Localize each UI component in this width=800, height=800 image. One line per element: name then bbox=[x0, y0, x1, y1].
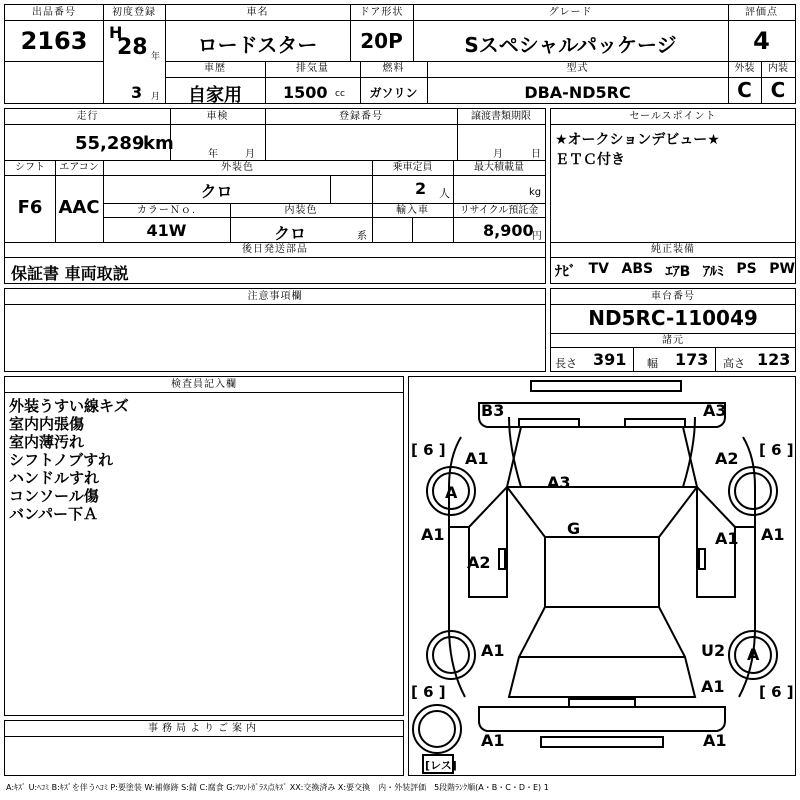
recycle-unit: 円 bbox=[532, 231, 542, 242]
damage-mark: A1 bbox=[481, 641, 505, 660]
header-block bbox=[4, 4, 796, 104]
mileage-unit: km bbox=[143, 133, 174, 154]
inspector-note: 室内内張傷 bbox=[9, 415, 85, 433]
tire-depth-value: 6 bbox=[423, 441, 434, 459]
tire-depth-value: 6 bbox=[771, 683, 782, 701]
inspector-note: シフトノブすれ bbox=[9, 451, 114, 469]
office-label: 事務局よりご案内 bbox=[148, 723, 260, 734]
recycle-value: 8,900 bbox=[483, 221, 534, 240]
inspection-year-unit: 年 bbox=[208, 149, 218, 160]
grade-label: グレード bbox=[548, 7, 593, 18]
inspection-month-unit: 月 bbox=[245, 149, 255, 160]
damage-mark: A bbox=[445, 483, 458, 502]
aircon-label: エアコン bbox=[59, 162, 99, 173]
max-load-unit: kg bbox=[529, 187, 542, 198]
reg-month-unit: 月 bbox=[151, 92, 161, 102]
equipment-item: PW bbox=[769, 261, 795, 277]
displacement-unit: cc bbox=[335, 89, 345, 99]
tire-depth: [ 6 ] bbox=[411, 683, 446, 701]
door-value: 20P bbox=[360, 29, 403, 53]
history-label: 車歴 bbox=[204, 63, 226, 74]
length-label: 長さ bbox=[555, 357, 577, 370]
reg-no-label: 登録番号 bbox=[339, 111, 383, 122]
transfer-month-unit: 月 bbox=[493, 149, 503, 160]
damage-mark: A1 bbox=[701, 677, 725, 696]
notes-label: 注意事項欄 bbox=[247, 291, 303, 302]
inspector-note: バンパー下Ａ bbox=[9, 505, 98, 523]
chassis-block bbox=[550, 288, 796, 372]
selling-points-block bbox=[550, 108, 796, 284]
damage-mark: A1 bbox=[715, 529, 739, 548]
equipment-item: ﾅﾋﾞ bbox=[555, 264, 576, 280]
inspector-note: 室内薄汚れ bbox=[9, 433, 85, 451]
ext-color-value: クロ bbox=[200, 182, 233, 201]
inspector-block bbox=[4, 376, 404, 716]
mileage-label: 走行 bbox=[76, 111, 99, 122]
office-block bbox=[4, 720, 404, 776]
damage-mark: A bbox=[747, 645, 760, 664]
reg-year-unit: 年 bbox=[151, 52, 161, 62]
door-label: ドア形状 bbox=[359, 7, 404, 18]
reg-year: 28 bbox=[117, 35, 148, 60]
tire-depth: [ 6 ] bbox=[759, 683, 794, 701]
tire-depth-value: 6 bbox=[423, 683, 434, 701]
ext-color-label: 外装色 bbox=[221, 162, 254, 173]
int-color-unit: 系 bbox=[357, 231, 367, 242]
reg-month: 3 bbox=[131, 83, 143, 102]
spare-tire-status: [レス] bbox=[425, 759, 457, 772]
selling-points-label: セールスポイント bbox=[629, 111, 717, 122]
capacity-unit: 人 bbox=[439, 187, 450, 200]
damage-mark: A1 bbox=[421, 525, 445, 544]
car-outline bbox=[409, 377, 795, 775]
mileage-value: 55,289 bbox=[75, 133, 145, 154]
chassis-value: ND5RC-110049 bbox=[588, 306, 758, 330]
damage-mark: A3 bbox=[547, 473, 571, 492]
later-parts-label: 後日発送部品 bbox=[242, 244, 308, 255]
inspector-note: ハンドルすれ bbox=[9, 469, 100, 487]
height-value: 123 bbox=[757, 350, 791, 369]
equipment-item: ABS bbox=[621, 261, 654, 277]
reg-era: H bbox=[109, 23, 123, 42]
import-label: 輸入車 bbox=[396, 205, 429, 216]
damage-mark: A2 bbox=[467, 553, 491, 572]
transfer-day-unit: 日 bbox=[531, 149, 541, 160]
model-label: 型式 bbox=[566, 63, 589, 74]
grade-value: Sスペシャルパッケージ bbox=[464, 33, 677, 57]
score-label: 評価点 bbox=[745, 7, 778, 18]
int-score-value: C bbox=[770, 78, 786, 102]
aircon-value: AAC bbox=[58, 197, 100, 218]
damage-mark: A1 bbox=[703, 731, 727, 750]
inspector-label: 検査員記入欄 bbox=[171, 379, 237, 390]
spec-block bbox=[4, 108, 546, 284]
dims-label: 諸元 bbox=[662, 335, 684, 346]
damage-mark: A3 bbox=[703, 401, 727, 420]
int-color-value: クロ bbox=[273, 224, 306, 243]
damage-mark: B3 bbox=[481, 401, 505, 420]
displacement-label: 排気量 bbox=[296, 63, 329, 74]
damage-mark: A1 bbox=[761, 525, 785, 544]
height-label: 高さ bbox=[723, 357, 745, 370]
width-label: 幅 bbox=[647, 357, 658, 370]
ext-score-label: 外装 bbox=[734, 63, 755, 74]
int-color-label: 内装色 bbox=[284, 205, 318, 216]
notes-block bbox=[4, 288, 546, 372]
ext-score-value: C bbox=[737, 78, 752, 102]
shift-label: シフト bbox=[15, 162, 45, 173]
inspector-note: 外装うすい線キズ bbox=[9, 397, 129, 415]
equipment-item: ｱﾙﾐ bbox=[702, 264, 724, 280]
car-name-label: 車名 bbox=[246, 7, 269, 18]
reg-label: 初度登録 bbox=[112, 7, 156, 18]
damage-mark: A1 bbox=[481, 731, 505, 750]
equipment-item: PS bbox=[736, 261, 757, 277]
color-no-value: 41W bbox=[146, 221, 187, 240]
int-score-label: 内装 bbox=[768, 63, 788, 74]
fuel-label: 燃料 bbox=[382, 63, 405, 74]
capacity-value: 2 bbox=[415, 179, 427, 198]
tire-depth-value: 6 bbox=[771, 441, 782, 459]
model-value: DBA-ND5RC bbox=[524, 83, 631, 102]
capacity-label: 乗車定員 bbox=[392, 162, 433, 173]
later-parts-value: 保証書 車両取説 bbox=[11, 264, 129, 283]
equipment-list bbox=[555, 261, 795, 281]
equipment-item: ｴｱB bbox=[665, 264, 691, 280]
score-value: 4 bbox=[753, 27, 770, 55]
width-value: 173 bbox=[675, 350, 709, 369]
damage-mark: G bbox=[567, 519, 581, 538]
selling-point-line: ＥＴＣ付き bbox=[555, 152, 625, 168]
lot-label: 出品番号 bbox=[32, 7, 76, 18]
lot-number: 2163 bbox=[20, 27, 88, 55]
fuel-value: ガソリン bbox=[369, 86, 418, 100]
damage-mark: U2 bbox=[701, 641, 726, 660]
tire-depth: [ 6 ] bbox=[411, 441, 446, 459]
equipment-item: TV bbox=[588, 261, 609, 277]
inspector-note: コンソール傷 bbox=[9, 487, 99, 505]
damage-mark: A2 bbox=[715, 449, 739, 468]
color-no-label: カラーＮｏ. bbox=[136, 205, 197, 216]
recycle-label: リサイクル預託金 bbox=[459, 205, 539, 216]
tire-depth: [ 6 ] bbox=[759, 441, 794, 459]
damage-diagram bbox=[408, 376, 796, 776]
length-value: 391 bbox=[593, 350, 627, 369]
legend-text: A:ｷｽﾞ U:ﾍｺﾐ B:ｷｽﾞを伴うﾍｺﾐ P:要塗装 W:補修跡 S:錆 C:腐食 G:ﾌﾛﾝﾄｶﾞﾗｽ点ｷｽﾞ XX:交換済み X:要交換 内・外装評価 5段階ﾗﾝｸ順(A・B・C・D・E) 1 bbox=[6, 783, 549, 792]
selling-point-line: ★オークションデビュー★ bbox=[555, 132, 720, 148]
shift-value: F6 bbox=[17, 197, 43, 218]
chassis-label: 車台番号 bbox=[651, 291, 695, 302]
displacement-value: 1500 bbox=[283, 83, 328, 102]
transfer-label: 譲渡書類期限 bbox=[471, 111, 531, 122]
history-value: 自家用 bbox=[188, 85, 242, 106]
spare-tire-value: レス bbox=[430, 759, 452, 772]
damage-mark: A1 bbox=[465, 449, 489, 468]
equipment-label: 純正装備 bbox=[651, 244, 695, 255]
inspection-label: 車検 bbox=[206, 111, 229, 122]
car-name-value: ロードスター bbox=[197, 33, 318, 57]
max-load-label: 最大積載量 bbox=[474, 162, 524, 173]
